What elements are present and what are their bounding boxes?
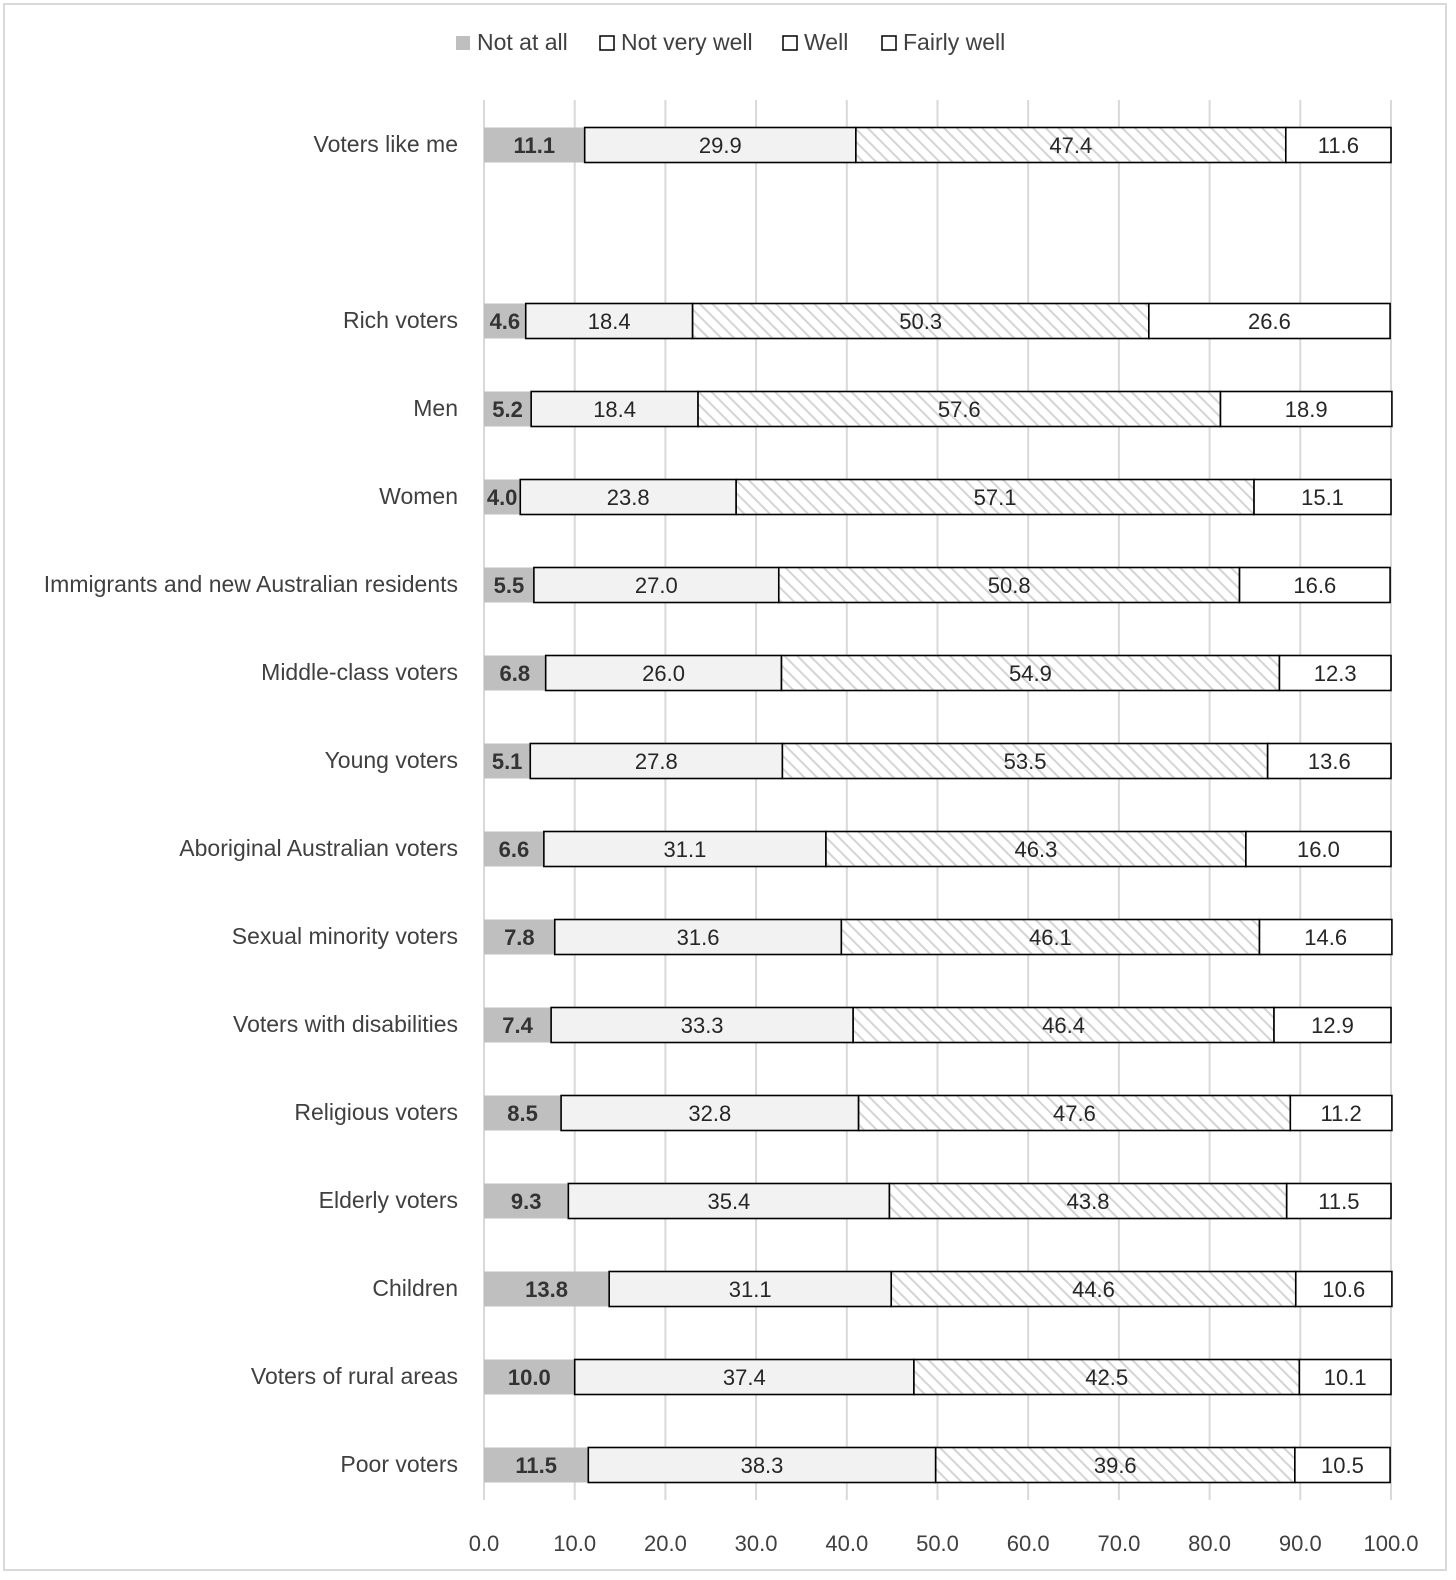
- category-label: Rich voters: [342, 307, 458, 333]
- data-label: 16.6: [1293, 573, 1337, 598]
- data-label: 4.0: [486, 485, 518, 510]
- data-label: 50.3: [899, 309, 943, 334]
- data-label: 31.6: [676, 925, 720, 950]
- category-label: Immigrants and new Australian residents: [43, 571, 458, 597]
- legend-swatch: [456, 36, 470, 50]
- category-label: Voters with disabilities: [233, 1011, 458, 1037]
- x-tick-label: 40.0: [825, 1531, 869, 1556]
- data-label: 12.9: [1311, 1013, 1354, 1038]
- legend-swatch: [783, 36, 797, 50]
- x-tick-label: 20.0: [643, 1531, 687, 1556]
- data-label: 11.6: [1317, 133, 1359, 158]
- data-label: 7.4: [502, 1013, 533, 1038]
- data-label: 5.5: [493, 573, 525, 598]
- x-axis-ticks: [469, 1531, 1419, 1556]
- x-tick-label: 80.0: [1188, 1531, 1232, 1556]
- data-label: 16.0: [1297, 837, 1340, 862]
- data-label: 10.6: [1322, 1277, 1366, 1302]
- data-label: 31.1: [663, 837, 707, 862]
- category-label: Elderly voters: [318, 1187, 458, 1213]
- data-label: 5.1: [491, 749, 523, 774]
- data-label: 26.6: [1248, 309, 1291, 334]
- data-label: 26.0: [642, 661, 686, 686]
- data-label: 18.9: [1284, 397, 1328, 422]
- x-tick-label: 0.0: [468, 1531, 500, 1556]
- data-label: 13.6: [1307, 749, 1351, 774]
- data-label: 50.8: [987, 573, 1031, 598]
- data-label: 11.5: [515, 1453, 557, 1478]
- legend-label: Well: [804, 29, 849, 55]
- category-label: Women: [379, 483, 458, 509]
- data-label: 14.6: [1304, 925, 1348, 950]
- data-label: 33.3: [680, 1013, 724, 1038]
- legend-swatch: [882, 36, 896, 50]
- data-label: 37.4: [722, 1365, 766, 1390]
- data-label: 10.0: [507, 1365, 551, 1390]
- legend-label: Fairly well: [903, 29, 1006, 55]
- legend-swatch: [600, 36, 614, 50]
- category-label: Men: [413, 395, 458, 421]
- data-label: 9.3: [510, 1189, 542, 1214]
- category-label: Voters of rural areas: [250, 1363, 458, 1389]
- category-label: Young voters: [324, 747, 458, 773]
- category-label: Sexual minority voters: [231, 923, 458, 949]
- x-tick-label: 100.0: [1363, 1531, 1419, 1556]
- data-label: 11.1: [513, 133, 556, 158]
- data-label: 6.6: [498, 837, 530, 862]
- data-label: 46.3: [1014, 837, 1058, 862]
- data-label: 47.6: [1053, 1101, 1096, 1126]
- data-label: 29.9: [698, 133, 742, 158]
- x-tick-label: 50.0: [916, 1531, 959, 1556]
- data-label: 4.6: [489, 309, 521, 334]
- data-label: 54.9: [1009, 661, 1052, 686]
- category-label: Aboriginal Australian voters: [179, 835, 458, 861]
- data-label: 44.6: [1072, 1277, 1115, 1302]
- x-tick-label: 70.0: [1097, 1531, 1141, 1556]
- data-label: 5.2: [492, 397, 523, 422]
- legend-label: Not at all: [477, 29, 568, 55]
- data-label: 46.4: [1042, 1013, 1085, 1038]
- data-label: 47.4: [1049, 133, 1093, 158]
- category-label: Children: [372, 1275, 458, 1301]
- data-label: 10.5: [1321, 1453, 1364, 1478]
- category-label: Poor voters: [340, 1451, 458, 1477]
- x-tick-label: 30.0: [734, 1531, 778, 1556]
- data-label: 32.8: [688, 1101, 732, 1126]
- data-label: 13.8: [525, 1277, 568, 1302]
- legend: [456, 29, 1005, 55]
- x-tick-label: 90.0: [1278, 1531, 1322, 1556]
- data-label: 57.6: [937, 397, 981, 422]
- data-label: 39.6: [1093, 1453, 1137, 1478]
- x-tick-label: 10.0: [553, 1531, 597, 1556]
- category-label: Voters like me: [313, 131, 458, 157]
- legend-label: Not very well: [621, 29, 753, 55]
- data-label: 11.2: [1320, 1101, 1362, 1126]
- data-label: 53.5: [1003, 749, 1047, 774]
- data-label: 18.4: [587, 309, 631, 334]
- data-label: 27.8: [634, 749, 678, 774]
- data-label: 42.5: [1085, 1365, 1129, 1390]
- data-label: 46.1: [1029, 925, 1072, 950]
- data-label: 8.5: [507, 1101, 538, 1126]
- data-label: 31.1: [728, 1277, 772, 1302]
- data-label: 38.3: [740, 1453, 784, 1478]
- x-tick-label: 60.0: [1006, 1531, 1050, 1556]
- data-label: 11.5: [1318, 1189, 1360, 1214]
- data-label: 27.0: [634, 573, 678, 598]
- category-label: Middle-class voters: [261, 659, 458, 685]
- category-labels: [44, 131, 458, 1477]
- data-label: 43.8: [1066, 1189, 1110, 1214]
- data-label: 7.8: [504, 925, 535, 950]
- data-label: 15.1: [1301, 485, 1344, 510]
- data-label: 18.4: [593, 397, 637, 422]
- data-label: 10.1: [1323, 1365, 1367, 1390]
- data-label: 57.1: [973, 485, 1017, 510]
- data-label: 23.8: [606, 485, 650, 510]
- category-label: Religious voters: [294, 1099, 458, 1125]
- data-label: 35.4: [707, 1189, 751, 1214]
- data-label: 12.3: [1313, 661, 1357, 686]
- data-label: 6.8: [499, 661, 531, 686]
